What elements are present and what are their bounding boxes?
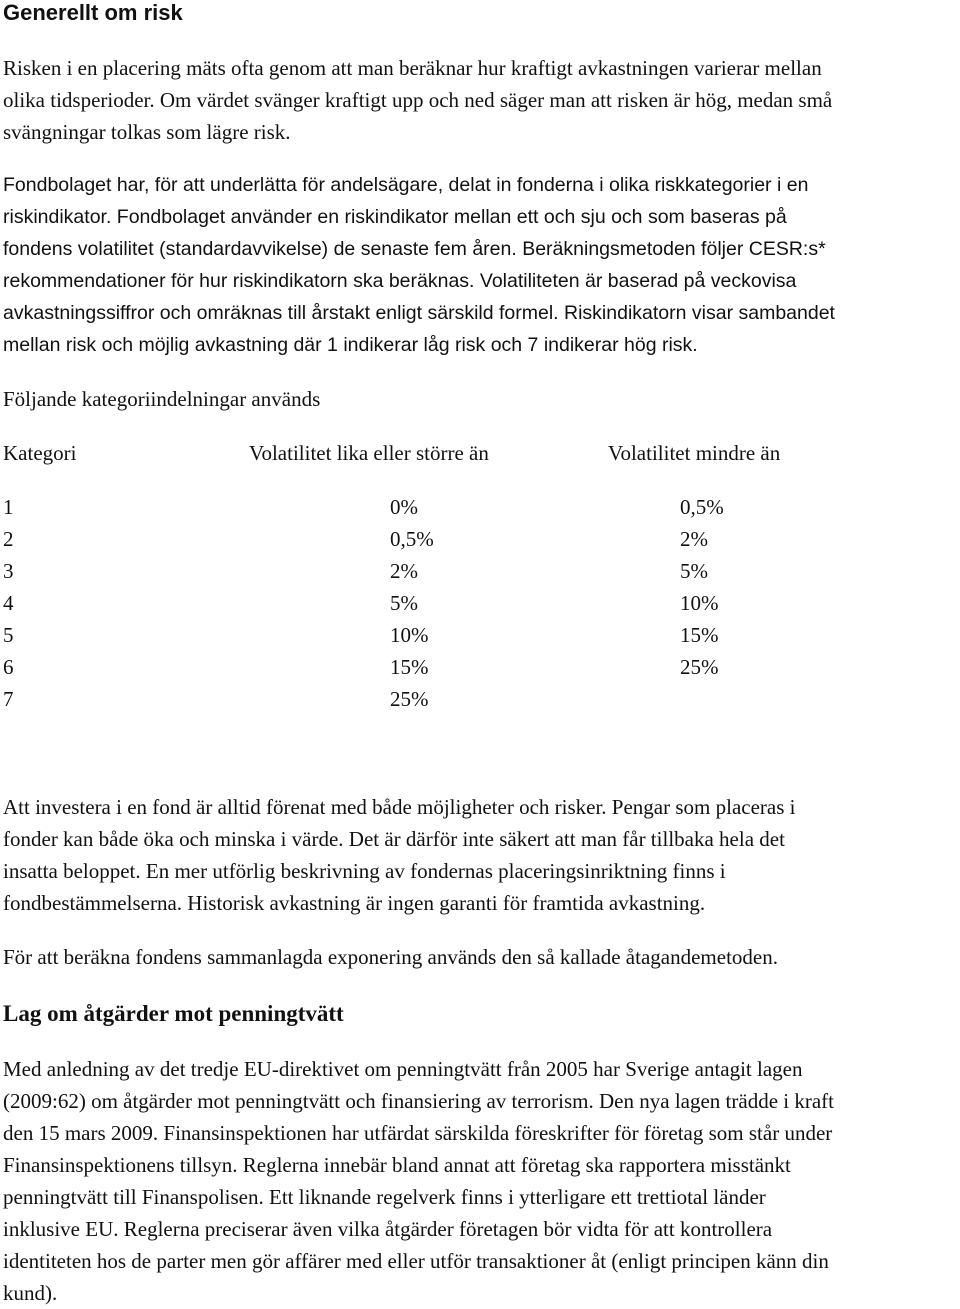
investment-risk-paragraph	[3, 791, 960, 919]
table-row	[3, 587, 943, 619]
text-line: avkastningssiffror och omräknas till årstakt enligt särskild formel. Riskindikatorn visar sambandet	[3, 302, 835, 324]
text-line: olika tidsperioder. Om värdet svänger kraftigt upp och ned säger man att risken är hög, medan små	[3, 88, 833, 112]
text-line: fonder kan både öka och minska i värde. Det är därför inte säkert att man får tillbaka hela det	[3, 827, 785, 851]
text-line: insatta beloppet. En mer utförlig beskrivning av fondernas placeringsinriktning finns i	[3, 859, 726, 883]
table-row	[3, 651, 943, 683]
text-line: den 15 mars 2009. Finansinspektionen har utfärdat särskilda föreskrifter för företag som står under	[3, 1121, 833, 1145]
table-row	[3, 619, 943, 651]
cell-volatility-min: 2%	[390, 559, 418, 583]
column-header-category: Kategori	[3, 441, 77, 465]
column-header-volatility-min: Volatilitet lika eller större än	[249, 441, 489, 465]
text-line: rekommendationer för hur riskindikatorn ska beräknas. Volatiliteten är baserad på veckovisa	[3, 270, 797, 292]
cell-volatility-min: 15%	[390, 655, 429, 679]
text-line: svängningar tolkas som lägre risk.	[3, 120, 291, 144]
money-laundering-paragraph	[3, 1053, 960, 1309]
text-line: Med anledning av det tredje EU-direktivet om penningtvätt från 2005 har Sverige antagit lagen	[3, 1057, 803, 1081]
table-row	[3, 555, 943, 587]
risk-indicator-paragraph	[3, 169, 960, 361]
table-row	[3, 491, 943, 523]
cell-volatility-min: 5%	[390, 591, 418, 615]
table-row	[3, 683, 943, 715]
cell-volatility-min: 25%	[390, 687, 429, 711]
cell-volatility-min: 0,5%	[390, 527, 434, 551]
cell-category: 4	[3, 591, 14, 615]
cell-volatility-max: 5%	[680, 559, 708, 583]
heading-penningtvatt: Lag om åtgärder mot penningtvätt	[3, 1001, 344, 1026]
table-row	[3, 523, 943, 555]
heading-generellt-om-risk: Generellt om risk	[3, 0, 183, 25]
text-line: kund).	[3, 1281, 58, 1305]
table-header-row	[3, 437, 943, 469]
text-line: riskindikator. Fondbolaget använder en riskindikator mellan ett och sju och som baseras på	[3, 206, 787, 228]
cell-volatility-max: 15%	[680, 623, 719, 647]
text-line: inklusive EU. Reglerna preciserar även vilka åtgärder företagen bör vidta för att kontrollera	[3, 1217, 773, 1241]
text-line: fondbestämmelserna. Historisk avkastning är ingen garanti för framtida avkastning.	[3, 891, 706, 915]
cell-volatility-min: 0%	[390, 495, 418, 519]
cell-category: 5	[3, 623, 14, 647]
cell-volatility-max: 10%	[680, 591, 719, 615]
text-line: identiteten hos de parter men gör affärer med eller utför transaktioner åt (enligt principen känn din	[3, 1249, 829, 1273]
text-line: Fondbolaget har, för att underlätta för andelsägare, delat in fonderna i olika riskkategorier i en	[3, 174, 809, 196]
text-line: Finansinspektionens tillsyn. Reglerna innebär bland annat att företag ska rapportera misstänkt	[3, 1153, 791, 1177]
column-header-volatility-max: Volatilitet mindre än	[608, 441, 781, 465]
exposure-method-paragraph: För att beräkna fondens sammanlagda exponering används den så kallade åtagandemetoden.	[3, 945, 778, 969]
cell-volatility-max: 2%	[680, 527, 708, 551]
table-intro-text: Följande kategoriindelningar används	[3, 387, 321, 411]
cell-category: 7	[3, 687, 14, 711]
cell-volatility-max: 25%	[680, 655, 719, 679]
text-line: fondens volatilitet (standardavvikelse) de senaste fem åren. Beräkningsmetoden följer CESR:s*	[3, 238, 826, 260]
cell-volatility-max: 0,5%	[680, 495, 724, 519]
risk-intro-paragraph	[3, 52, 960, 148]
cell-category: 3	[3, 559, 14, 583]
cell-category: 1	[3, 495, 14, 519]
cell-volatility-min: 10%	[390, 623, 429, 647]
text-line: Risken i en placering mäts ofta genom att man beräknar hur kraftigt avkastningen varierar mellan	[3, 56, 822, 80]
cell-category: 6	[3, 655, 14, 679]
cell-category: 2	[3, 527, 14, 551]
text-line: Att investera i en fond är alltid förenat med både möjligheter och risker. Pengar som placeras i	[3, 795, 796, 819]
text-line: mellan risk och möjlig avkastning där 1 indikerar låg risk och 7 indikerar hög risk.	[3, 334, 698, 356]
text-line: penningtvätt till Finanspolisen. Ett liknande regelverk finns i ytterligare ett trettiotal länder	[3, 1185, 766, 1209]
text-line: (2009:62) om åtgärder mot penningtvätt och finansiering av terrorism. Den nya lagen trädde i kraft	[3, 1089, 834, 1113]
